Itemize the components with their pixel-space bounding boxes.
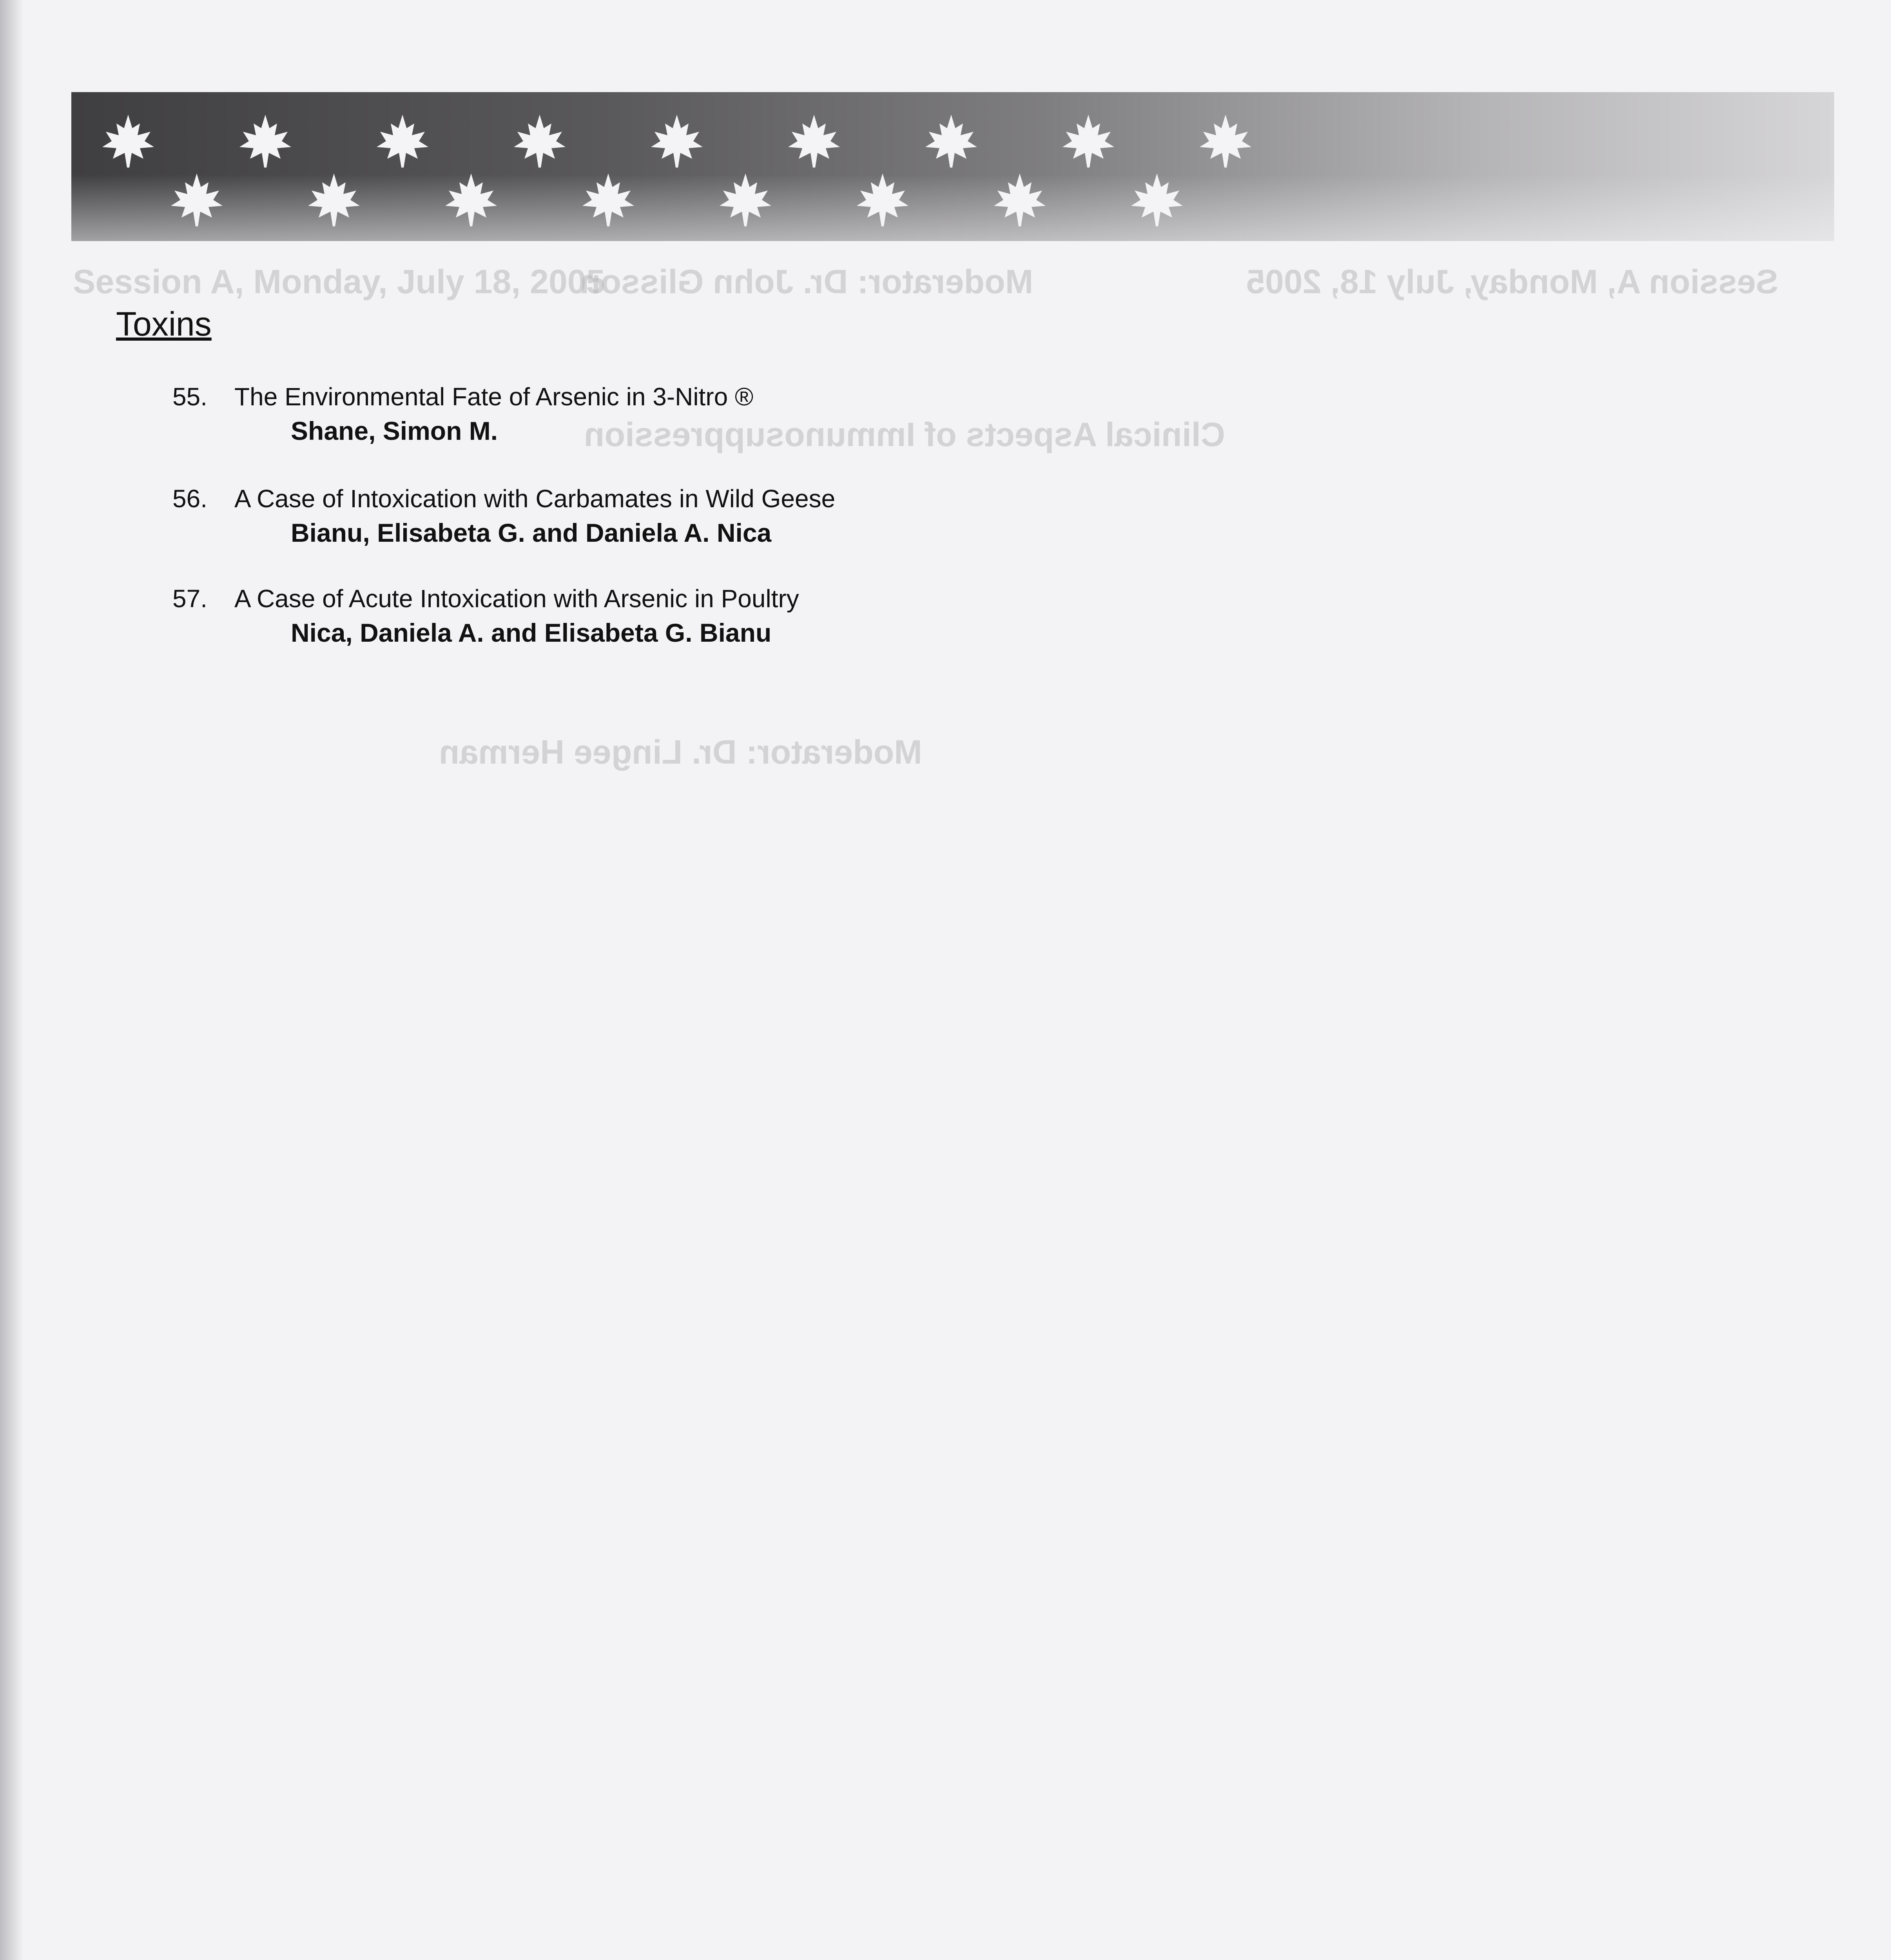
entry-number: 57.: [172, 584, 207, 613]
maple-leaf-icon: [99, 112, 158, 171]
entry-title: The Environmental Fate of Arsenic in 3-Nitro ®: [234, 383, 754, 411]
maple-leaf-icon: [1059, 112, 1118, 171]
show-through-moderator-2: Moderator: Dr. Lingee Herman: [439, 733, 922, 771]
maple-leaf-icon: [305, 171, 363, 229]
maple-leaf-icon: [1128, 171, 1186, 229]
maple-leaf-icon: [716, 171, 775, 229]
entry-title: A Case of Intoxication with Carbamates in Wild Geese: [234, 485, 836, 513]
maple-leaf-banner: [71, 92, 1834, 241]
entry-authors: Bianu, Elisabeta G. and Daniela A. Nica: [291, 518, 772, 547]
maple-leaf-icon: [579, 171, 638, 229]
maple-leaf-icon: [510, 112, 569, 171]
maple-leaf-icon: [647, 112, 706, 171]
maple-leaf-icon: [442, 171, 500, 229]
show-through-moderator: Moderator: Dr. John Glisson: [580, 263, 1033, 301]
entry-number: 56.: [172, 485, 207, 513]
maple-leaf-icon: [1196, 112, 1255, 171]
maple-leaf-icon: [167, 171, 226, 229]
show-through-talk-title: Clinical Aspects of Immunosuppression: [584, 416, 1225, 454]
abstract-entry: [172, 584, 799, 648]
show-through-session-header-mirrored: Session A, Monday, July 18, 2005: [1246, 263, 1779, 301]
show-through-session-header: Session A, Monday, July 18, 2005: [73, 263, 605, 301]
maple-leaf-icon: [990, 171, 1049, 229]
entry-authors: Shane, Simon M.: [291, 416, 498, 445]
maple-leaf-icon: [922, 112, 981, 171]
entry-title: A Case of Acute Intoxication with Arsenic in Poultry: [234, 584, 799, 613]
abstract-entry: [172, 484, 835, 548]
abstract-entry: [172, 382, 753, 446]
page-edge-shadow: [0, 0, 24, 1960]
section-title: Toxins: [116, 305, 212, 343]
maple-leaf-icon: [853, 171, 912, 229]
maple-leaf-icon: [785, 112, 843, 171]
entry-number: 55.: [172, 383, 207, 411]
maple-leaf-icon: [236, 112, 295, 171]
maple-leaf-icon: [373, 112, 432, 171]
entry-authors: Nica, Daniela A. and Elisabeta G. Bianu: [291, 618, 772, 647]
